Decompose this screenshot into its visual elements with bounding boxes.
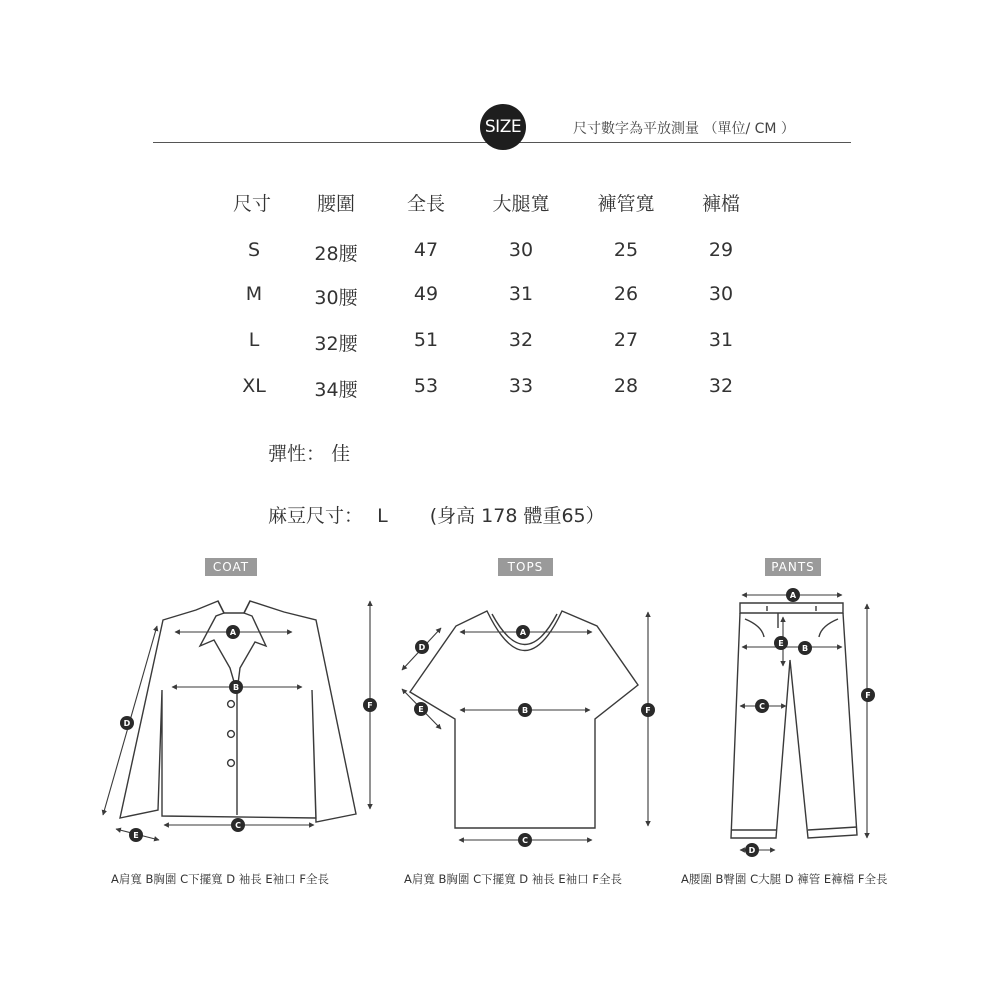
table-cell: 34腰	[314, 379, 358, 401]
marker-label: A	[519, 628, 527, 637]
table-cell: 47	[413, 239, 439, 261]
table-cell: M	[245, 283, 263, 305]
coat-marker-d	[120, 716, 134, 730]
table-cell: 28腰	[314, 243, 358, 265]
table-cell: 30腰	[314, 287, 358, 309]
marker-label: E	[133, 831, 139, 840]
coat-marker-f	[363, 698, 377, 712]
table-cell: 31	[508, 283, 534, 305]
pants-marker-b	[798, 641, 812, 655]
pants-marker-e	[774, 636, 788, 650]
table-cell: 33	[508, 375, 534, 397]
unit-note: 尺寸數字為平放測量 （單位/ CM ）	[573, 121, 795, 137]
table-cell: 28	[613, 375, 639, 397]
column-header-thigh: 大腿寬	[492, 193, 550, 215]
marker-label: A	[229, 628, 237, 637]
coat-diagram	[103, 601, 377, 842]
column-header-length: 全長	[406, 193, 446, 215]
marker-label: E	[778, 639, 784, 648]
table-cell: 51	[413, 329, 439, 351]
coat-marker-b	[229, 680, 243, 694]
table-cell: 26	[613, 283, 639, 305]
column-header-hem: 褲管寬	[597, 193, 655, 215]
marker-label: C	[759, 702, 765, 711]
marker-label: F	[645, 706, 651, 715]
tops-tag: TOPS	[498, 558, 553, 576]
tops-caption: A肩寬 B胸圍 C下擺寬 D 袖長 E袖口 F全長	[404, 872, 622, 886]
model-size: L	[377, 505, 388, 527]
marker-label: B	[521, 706, 529, 715]
table-cell: 27	[613, 329, 639, 351]
tops-marker-b	[518, 703, 532, 717]
marker-label: C	[522, 836, 528, 845]
column-header-rise: 褲檔	[701, 193, 741, 215]
marker-label: D	[418, 643, 426, 652]
tops-diagram	[402, 611, 655, 847]
model-stats: (身高 178 體重65）	[429, 505, 605, 527]
table-cell: 32	[508, 329, 534, 351]
tops-marker-c	[518, 833, 532, 847]
marker-label: A	[789, 591, 797, 600]
table-cell: S	[247, 239, 261, 261]
pants-tag: PANTS	[765, 558, 821, 576]
table-cell: 49	[413, 283, 439, 305]
coat-tag: COAT	[205, 558, 257, 576]
coat-marker-c	[231, 818, 245, 832]
table-cell: 31	[708, 329, 734, 351]
tops-marker-e	[414, 702, 428, 716]
size-badge: SIZE	[480, 104, 526, 150]
pants-marker-a	[786, 588, 800, 602]
pants-marker-c	[755, 699, 769, 713]
coat-marker-a	[226, 625, 240, 639]
column-header-waist: 腰圍	[316, 193, 356, 215]
tops-marker-a	[516, 625, 530, 639]
pants-caption: A腰圍 B臀圍 C大腿 D 褲管 E褲檔 F全長	[681, 872, 888, 886]
marker-label: B	[801, 644, 809, 653]
tops-marker-f	[641, 703, 655, 717]
pants-diagram	[731, 588, 875, 857]
table-cell: 53	[413, 375, 439, 397]
table-cell: 29	[708, 239, 734, 261]
table-cell: 25	[613, 239, 639, 261]
table-cell: L	[248, 329, 260, 351]
marker-label: D	[748, 846, 756, 855]
pants-marker-d	[745, 843, 759, 857]
marker-label: E	[418, 705, 424, 714]
elasticity-value: 佳	[331, 443, 351, 465]
pants-marker-f	[861, 688, 875, 702]
table-cell: 32腰	[314, 333, 358, 355]
marker-label: F	[367, 701, 373, 710]
tops-marker-d	[415, 640, 429, 654]
table-cell: 32	[708, 375, 734, 397]
column-header-size: 尺寸	[232, 193, 272, 215]
table-cell: 30	[708, 283, 734, 305]
coat-marker-e	[129, 828, 143, 842]
marker-label: C	[235, 821, 241, 830]
model-label: 麻豆尺寸：	[268, 505, 364, 527]
table-cell: XL	[242, 375, 266, 397]
marker-label: D	[123, 719, 131, 728]
table-cell: 30	[508, 239, 534, 261]
coat-caption: A肩寬 B胸圍 C下擺寬 D 袖長 E袖口 F全長	[111, 872, 329, 886]
marker-label: B	[232, 683, 240, 692]
marker-label: F	[865, 691, 871, 700]
elasticity-label: 彈性：	[268, 443, 326, 465]
